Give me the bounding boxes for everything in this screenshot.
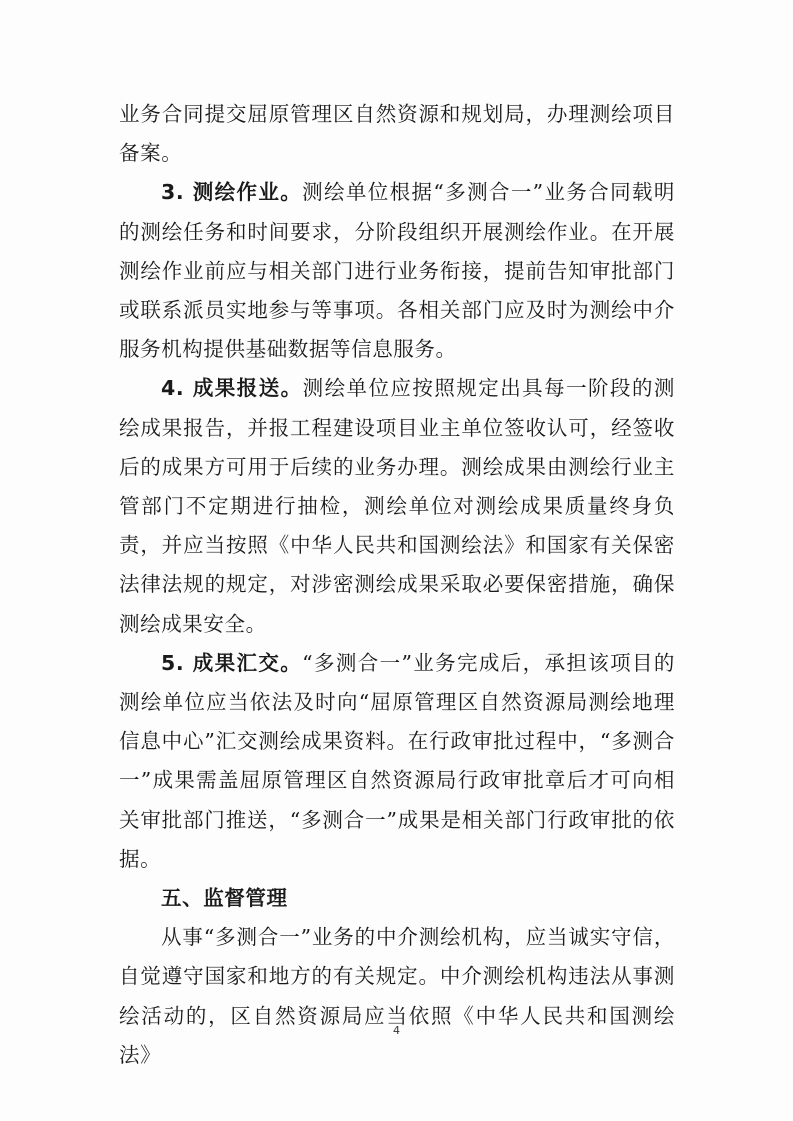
item-heading: 4. 成果报送。 (161, 376, 303, 401)
paragraph-text: 测绘单位根据“多测合一”业务合同载明的测绘任务和时间要求，分阶段组织开展测绘作业。在开展测绘作业前应与相关部门进行业务衔接，提前告知审批部门或联系派员实地参与等事项。各相关部门应及时为测绘中介服务机构提供基础数据等信息服务。 (119, 180, 675, 362)
section-heading: 五、监督管理 (161, 886, 288, 911)
paragraph-text: 测绘单位应按照规定出具每一阶段的测绘成果报告，并报工程建设项目业主单位签收认可，经签收后的成果方可用于后续的业务办理。测绘成果由测绘行业主管部门不定期进行抽检，测绘单位对测绘成果质量终身负责，并应当按照《中华人民共和国测绘法》和国家有关保密法律法规的规定，对涉密测绘成果采取必要保密措施，确保测绘成果安全。 (119, 376, 675, 636)
paragraph-text: “多测合一”业务完成后，承担该项目的测绘单位应当依法及时向“屈原管理区自然资源局测绘地理信息中心”汇交测绘成果资料。在行政审批过程中，“多测合一”成果需盖屈原管理区自然资源局行政审批章后才可向相关审批部门推送，“多测合一”成果是相关部门行政审批的依据。 (119, 650, 675, 871)
paragraph-text: 业务合同提交屈原管理区自然资源和规划局，办理测绘项目备案。 (119, 102, 675, 166)
paragraph-supervision (119, 918, 675, 1075)
page-number: 4 (393, 1024, 400, 1037)
paragraph-text: 从事“多测合一”业务的中介测绘机构，应当诚实守信，自觉遵守国家和地方的有关规定。中介测绘机构违法从事测绘活动的，区自然资源局应当依照《中华人民共和国测绘法》 (119, 925, 675, 1067)
paragraph-result-collection (119, 644, 675, 879)
page-body (119, 95, 675, 1075)
item-heading: 5. 成果汇交。 (161, 650, 303, 675)
paragraph-filing (119, 95, 675, 173)
paragraph-result-submission (119, 369, 675, 643)
item-heading: 3. 测绘作业。 (161, 180, 303, 205)
paragraph-surveying-work (119, 173, 675, 369)
